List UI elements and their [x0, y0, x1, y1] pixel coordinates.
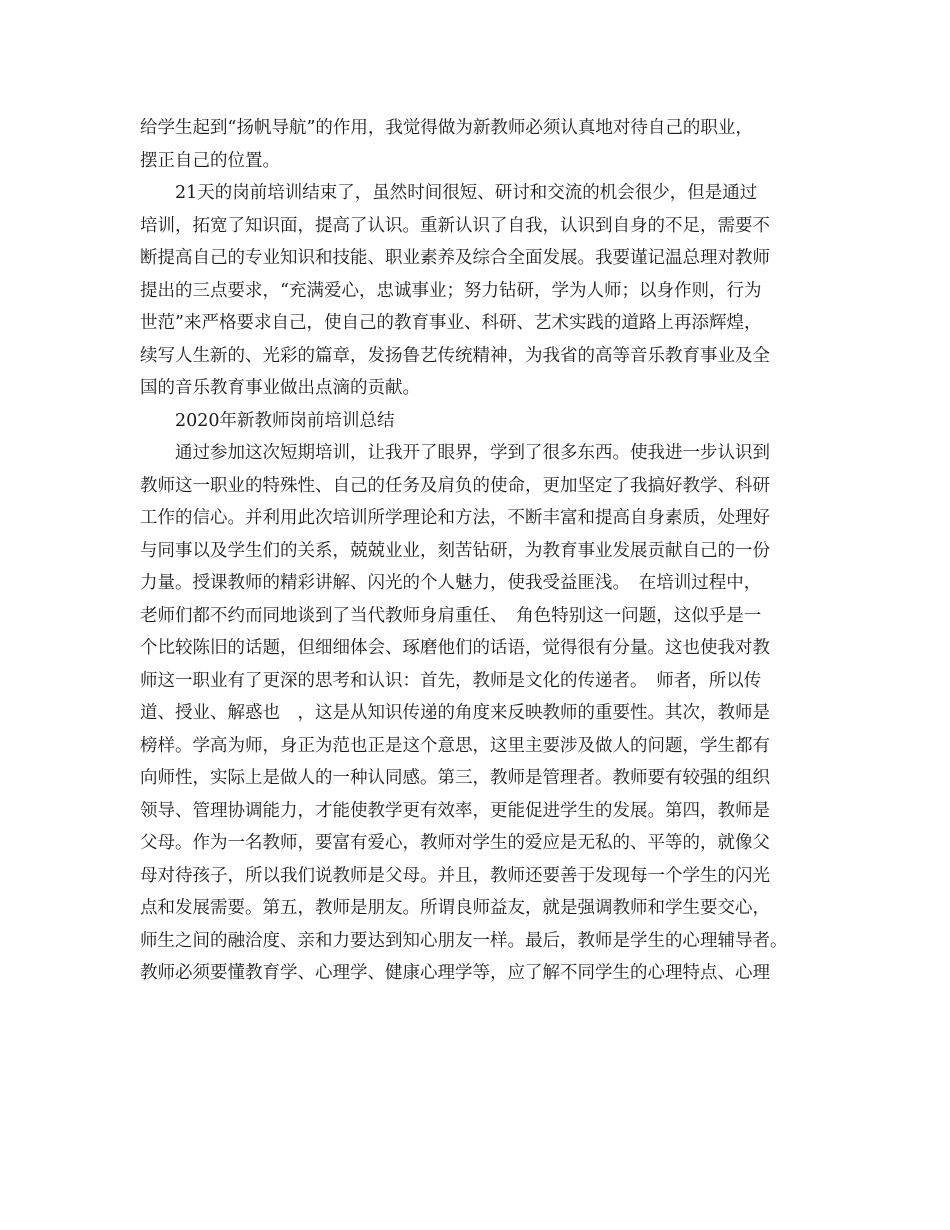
text-line: 续写人生新的、光彩的篇章，发扬鲁艺传统精神，为我省的高等音乐教育事业及全: [140, 345, 770, 366]
text-line: 个比较陈旧的话题，但细细体会、琢磨他们的话语，觉得很有分量。这也使我对教: [140, 638, 770, 658]
text-line: 师生之间的融洽度、亲和力要达到知心朋友一样。最后，教师是学生的心理辅导者。: [140, 930, 788, 951]
text-line: 老师们都不约而同地谈到了当代教师身肩重任、 角色特别这一问题，这似乎是一: [140, 605, 762, 626]
text-line: 向师性，实际上是做人的一种认同感。第三，教师是管理者。教师要有较强的组织: [140, 768, 770, 788]
text-line: 教师这一职业的特殊性、自己的任务及肩负的使命，更加坚定了我搞好教学、科研: [140, 475, 770, 496]
text-line: 2020年新教师岗前培训总结: [175, 410, 395, 431]
text-line: 道、授业、解惑也 ，这是从知识传递的角度来反映教师的重要性。其次，教师是: [140, 703, 770, 723]
text-line: 父母。作为一名教师，要富有爱心，教师对学生的爱应是无私的、平等的，就像父: [140, 833, 770, 853]
text-line: 世范”来严格要求自己，使自己的教育事业、科研、艺术实践的道路上再添辉煌，: [140, 313, 762, 333]
text-line: 教师必须要懂教育学、心理学、健康心理学等，应了解不同学生的心理特点、心理: [140, 963, 770, 983]
text-line: 断提高自己的专业知识和技能、职业素养及综合全面发展。我要谨记温总理对教师: [140, 248, 770, 268]
text-line: 领导、管理协调能力，才能使教学更有效率，更能促进学生的发展。第四，教师是: [140, 800, 770, 821]
text-line: 给学生起到“扬帆导航”的作用，我觉得做为新教师必须认真地对待自己的职业，: [140, 118, 753, 138]
text-line: 通过参加这次短期培训，让我开了眼界，学到了很多东西。使我进一步认识到: [175, 443, 770, 463]
text-line: 21天的岗前培训结束了，虽然时间很短、研讨和交流的机会很少，但是通过: [175, 183, 758, 203]
text-line: 母对待孩子，所以我们说教师是父母。并且，教师还要善于发现每一个学生的闪光: [140, 865, 770, 886]
text-line: 榜样。学高为师，身正为范也正是这个意思，这里主要涉及做人的问题，学生都有: [140, 735, 770, 756]
text-line: 国的音乐教育事业做出点滴的贡献。: [140, 378, 420, 398]
text-line: 摆正自己的位置。: [140, 150, 280, 171]
text-line: 培训，拓宽了知识面，提高了认识。重新认识了自我，认识到自身的不足，需要不: [140, 215, 770, 236]
text-line: 点和发展需要。第五，教师是朋友。所谓良师益友，就是强调教师和学生要交心，: [140, 898, 770, 918]
text-line: 与同事以及学生们的关系，兢兢业业，刻苦钻研，为教育事业发展贡献自己的一份: [140, 540, 770, 561]
text-line: 工作的信心。并利用此次培训所学理论和方法，不断丰富和提高自身素质，处理好: [140, 508, 770, 528]
text-line: 力量。授课教师的精彩讲解、闪光的个人魅力，使我受益匪浅。 在培训过程中，: [140, 573, 762, 593]
body-text: [140, 112, 830, 990]
text-line: 师这一职业有了更深的思考和认识：首先，教师是文化的传递者。 师者，所以传: [140, 670, 762, 691]
text-line: 提出的三点要求，“充满爱心，忠诚事业；努力钻研，学为人师；以身作则，行为: [140, 280, 762, 301]
